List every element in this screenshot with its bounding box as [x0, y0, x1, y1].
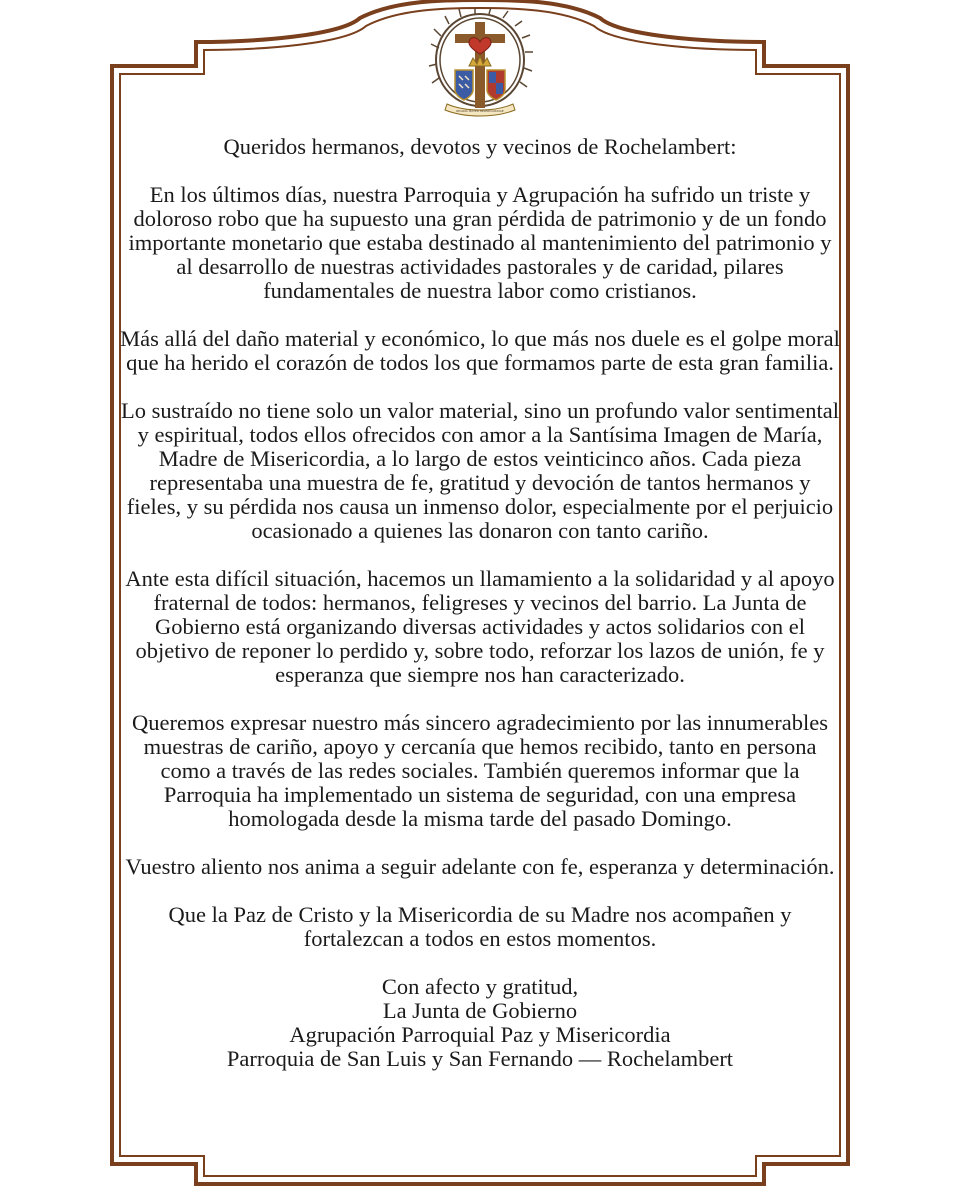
brotherhood-emblem — [425, 8, 535, 118]
organization-name: Agrupación Parroquial Paz y Misericordia — [289, 1022, 671, 1047]
crown-icon — [469, 56, 491, 66]
paragraph-moral-damage: Más allá del daño material y económico, lo que más nos duele es el golpe moral que ha herido el corazón de todos los que formamos parte de esta gran familia. — [120, 326, 840, 375]
paragraph-gratitude: Queremos expresar nuestro más sincero agradecimiento por las innumerables muestras de cariño, apoyo y cercanía que hemos recibido, tanto en persona como a través de las redes sociales. También queremos informar que la Parroquia ha implementado un sistema de seguridad, con una empresa homologada desde la misma tarde del pasado Domingo. — [131, 710, 828, 831]
signatory: La Junta de Gobierno — [382, 998, 578, 1023]
paragraph-sentimental-value: Lo sustraído no tiene solo un valor material, sino un profundo valor sentimental y espiritual, todos ellos ofrecidos con amor a la Santísima Imagen de María, Madre de Misericordia, a lo largo de estos veinticinco años. Cada pieza representaba una muestra de fe, gratitud y devoción de tantos hermanos y fieles, y su pérdida nos causa un inmenso dolor, especialmente por el perjuicio ocasionado a quienes las donaron con tanto cariño. — [121, 398, 839, 543]
signature-block — [120, 975, 840, 1071]
letter-greeting: Queridos hermanos, devotos y vecinos de Rochelambert: — [223, 134, 737, 159]
paragraph-blessing: Que la Paz de Cristo y la Misericordia de su Madre nos acompañen y fortalezcan a todos en estos momentos. — [168, 902, 792, 951]
emblem-motto: REGINA MATER MISERICORDIAE — [456, 109, 504, 113]
paragraph-robbery: En los últimos días, nuestra Parroquia y Agrupación ha sufrido un triste y doloroso robo que ha supuesto una gran pérdida de patrimonio y de un fondo importante monetario que estaba destinado al mantenimiento del patrimonio y al desarrollo de nuestras actividades pastorales y de caridad, pilares fundamentales de nuestra labor como cristianos. — [128, 182, 832, 303]
closing-line: Con afecto y gratitud, — [381, 974, 579, 999]
paragraph-encouragement: Vuestro aliento nos anima a seguir adelante con fe, esperanza y determinación. — [125, 854, 835, 879]
parish-name: Parroquia de San Luis y San Fernando — Rochelambert — [226, 1046, 734, 1071]
letter-body — [120, 135, 840, 1145]
paragraph-call-for-solidarity: Ante esta difícil situación, hacemos un llamamiento a la solidaridad y al apoyo fraternal de todos: hermanos, feligreses y vecinos del barrio. La Junta de Gobierno está organizando diversas actividades y actos solidarios con el objetivo de reponer lo perdido y, sobre todo, reforzar los lazos de unión, fe y esperanza que siempre nos han caracterizado. — [125, 566, 835, 687]
